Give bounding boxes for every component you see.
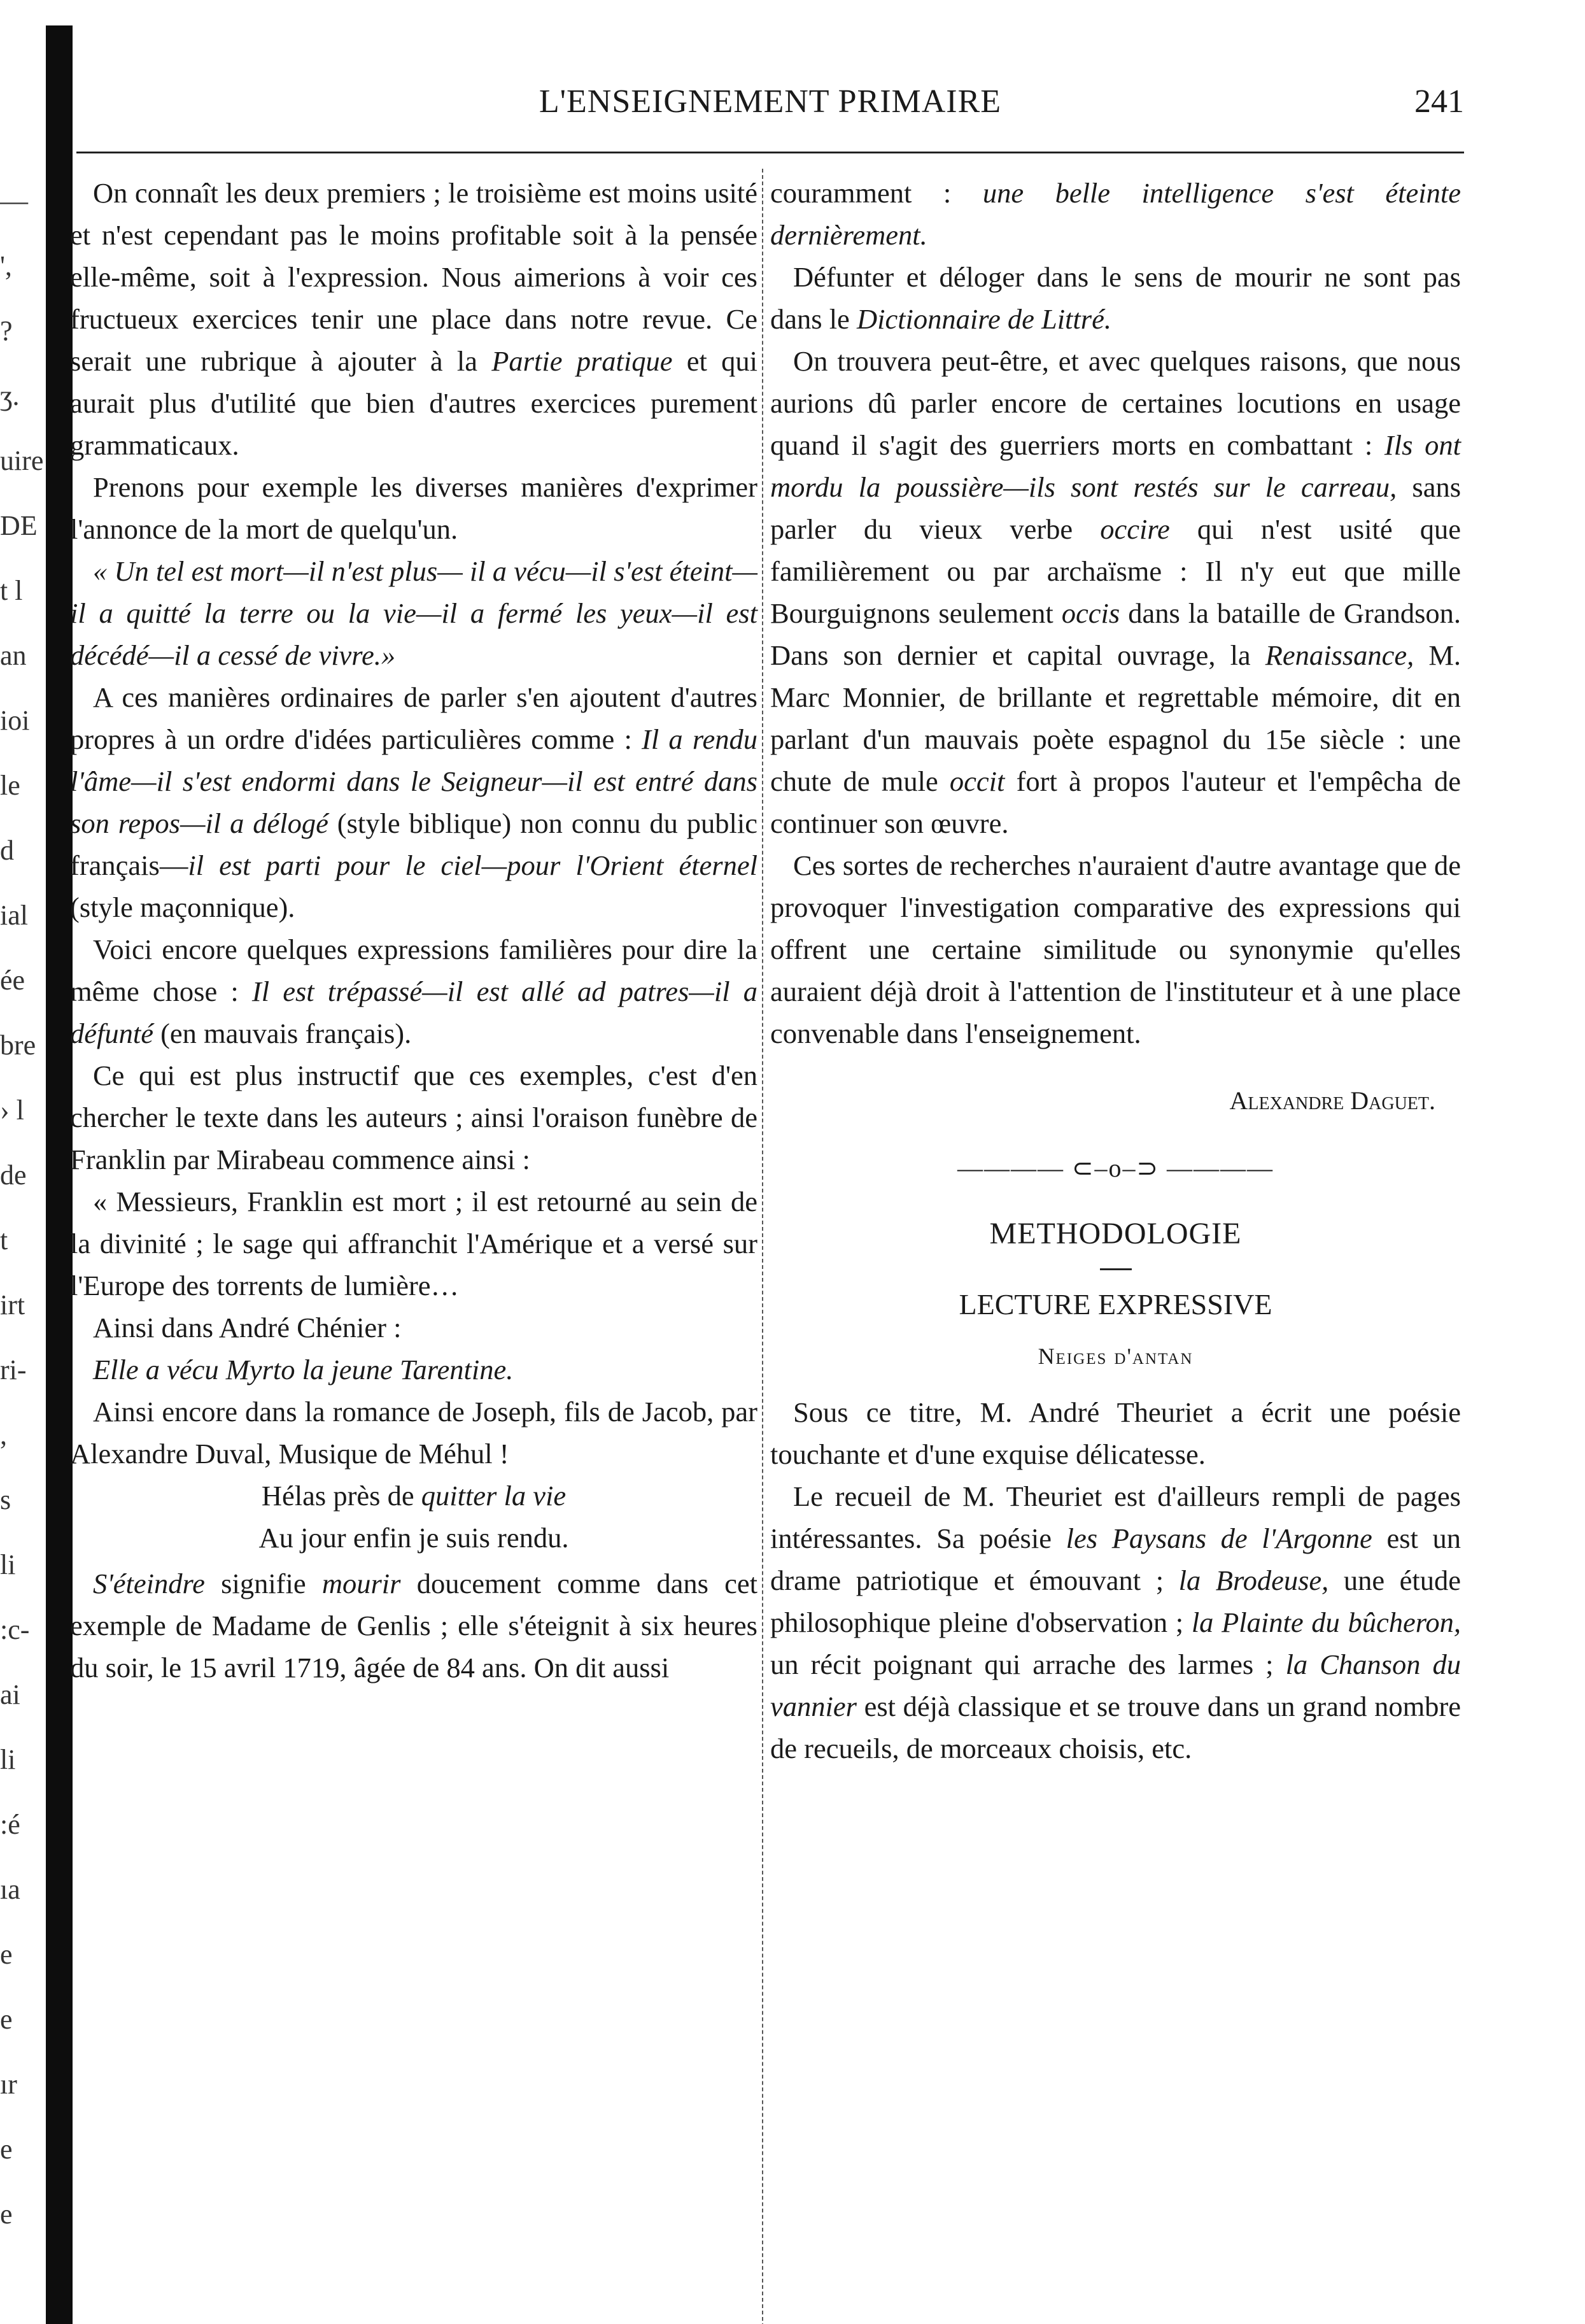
margin-fragment: ', — [0, 250, 12, 281]
paragraph: Prenons pour exemple les diverses manières d'exprimer l'annonce de la mort de quelqu'un. — [70, 471, 757, 545]
page-number: 241 — [1414, 83, 1464, 120]
margin-fragment: ri- — [0, 1354, 27, 1385]
margin-fragment: , — [0, 1419, 7, 1450]
margin-fragment: ioi — [0, 705, 30, 736]
margin-fragment: ai — [0, 1679, 20, 1710]
paragraph: A ces manières ordinaires de parler s'en ajoutent d'autres propres à un ordre d'idées particulières comme : Il a rendu l'âme—il s'est endormi dans le Seigneur—il est entré dans son repos—il a délogé (style biblique) non connu du public français—il est parti pour le ciel—pour l'Orient éternel (style maçonnique). — [70, 681, 757, 923]
margin-fragment: e — [0, 1939, 13, 1970]
paragraph: Voici encore quelques expressions familières pour dire la même chose : Il est trépassé—il est allé ad patres—il a défunté (en mauvais français). — [70, 933, 757, 1049]
paragraph: Ainsi encore dans la romance de Joseph, fils de Jacob, par Alexandre Duval, Musique de Méhul ! — [70, 1396, 757, 1470]
paragraph: S'éteindre signifie mourir doucement comme dans cet exemple de Madame de Genlis ; elle s'éteignit à six heures du soir, le 15 avril 1719, âgée de 84 ans. On dit aussi — [70, 1568, 757, 1683]
margin-fragment: ? — [0, 315, 13, 346]
verse-quotation: Elle a vécu Myrto la jeune Tarentine. — [93, 1354, 514, 1385]
author-signature: Alexandre Daguet. — [1229, 1086, 1435, 1115]
margin-fragment: :é — [0, 1809, 20, 1840]
paragraph: Défunter et déloger dans le sens de mourir ne sont pas dans le Dictionnaire de Littré. — [770, 261, 1461, 335]
margin-fragment: irt — [0, 1289, 25, 1321]
paragraph: Le recueil de M. Theuriet est d'ailleurs rempli de pages intéressantes. Sa poésie les Paysans de l'Argonne est un drame patriotique et émouvant ; la Brodeuse, une étude philosophique pleine d'observation ; la Plainte du bûcheron, un récit poignant qui arrache des larmes ; la Chanson du vannier est déjà classique et se trouve dans un grand nombre de recueils, de morceaux choisis, etc. — [770, 1480, 1462, 1764]
paragraph: Ainsi dans André Chénier : — [93, 1312, 402, 1343]
margin-fragment: › l — [0, 1095, 24, 1126]
margin-fragment: s — [0, 1484, 11, 1515]
paragraph: On trouvera peut-être, et avec quelques raisons, que nous aurions dû parler encore de certaines locutions en usage quand il s'agit des guerriers morts en combattant : Ils ont mordu la poussière—ils sont restés sur le carreau, sans parler du vieux verbe occire qui n'est usité que familièrement ou par archaïsme : Il n'y eut que mille Bourguignons seulement occis dans la bataille de Grandson. Dans son dernier et capital ouvrage, la Renaissance, M. Marc Monnier, de brillante et regrettable mémoire, dit en parlant d'un mauvais poète espagnol du 15e siècle : une chute de mule occit fort à propos l'auteur et l'empêcha de continuer son œuvre. — [770, 345, 1462, 839]
margin-fragment: bre — [0, 1030, 36, 1061]
margin-fragment: uire — [0, 445, 44, 476]
page-header — [76, 83, 1464, 140]
paragraph: Ce qui est plus instructif que ces exemples, c'est d'en chercher le texte dans les auteurs ; ainsi l'oraison funèbre de Franklin par Mirabeau commence ainsi : — [70, 1059, 757, 1175]
quotation: « Un tel est mort—il n'est plus— il a vécu—il s'est éteint— il a quitté la terre ou la vie—il a fermé les yeux—il est décédé—il a cessé de vivre.» — [70, 555, 757, 671]
column-separator — [762, 169, 763, 2324]
paragraph: couramment : une belle intelligence s'est éteinte dernièrement. — [770, 177, 1462, 251]
subsection-title: LECTURE EXPRESSIVE — [959, 1288, 1272, 1321]
right-column — [770, 172, 1461, 1769]
margin-fragment: ée — [0, 965, 25, 996]
margin-fragment: t — [0, 1224, 8, 1256]
margin-fragment: DE — [0, 510, 38, 541]
margin-fragment: e — [0, 2004, 13, 2035]
margin-fragment: e — [0, 2199, 13, 2230]
margin-fragment: — — [0, 185, 28, 216]
paragraph: On connaît les deux premiers ; le troisième est moins usité et n'est cependant pas le moins profitable soit à la pensée elle-même, soit à l'expression. Nous aimerions à voir ces fructueux exercices tenir une place dans notre revue. Ce serait une rubrique à ajouter à la Partie pratique et qui aurait plus d'utilité que bien d'autres exercices purement grammaticaux. — [70, 177, 758, 461]
verse-line: Au jour enfin je suis rendu. — [258, 1522, 569, 1554]
margin-fragment: de — [0, 1159, 27, 1191]
margin-fragment: an — [0, 640, 27, 671]
quotation: « Messieurs, Franklin est mort ; il est retourné au sein de la divinité ; le sage qui affranchit l'Amérique et a versé sur l'Europe des torrents de lumière… — [70, 1186, 757, 1301]
margin-fragment: t l — [0, 575, 23, 606]
margin-fragment: li — [0, 1744, 16, 1775]
margin-fragment: ır — [0, 2069, 17, 2100]
margin-fragment: li — [0, 1549, 16, 1580]
margin-fragment: ial — [0, 900, 28, 931]
margin-fragment: d — [0, 835, 14, 866]
left-column — [70, 172, 757, 1689]
margin-fragment: e — [0, 2134, 13, 2165]
margin-fragment: le — [0, 770, 20, 801]
margin-fragment: ıa — [0, 1874, 20, 1905]
section-ornament: ———— ⊂–o–⊃ ———— — [957, 1154, 1274, 1182]
title-rule — [1100, 1268, 1132, 1270]
header-rule — [76, 152, 1464, 153]
subsubsection-title: Neiges d'antan — [1038, 1343, 1194, 1369]
paragraph: Sous ce titre, M. André Theuriet a écrit une poésie touchante et d'une exquise délicatesse. — [770, 1396, 1461, 1470]
book-binding-shadow — [46, 25, 73, 2324]
song-verse — [70, 1475, 757, 1559]
running-title: L'ENSEIGNEMENT PRIMAIRE — [539, 83, 1002, 120]
section-title: METHODOLOGIE — [989, 1217, 1242, 1251]
paragraph: Ces sortes de recherches n'auraient d'autre avantage que de provoquer l'investigation comparative des expressions qui offrent une certaine similitude ou synonymie qu'elles auraient déjà droit à l'attention de l'instituteur et à une place convenable dans l'enseignement. — [770, 849, 1461, 1049]
margin-fragment: ʒ. — [0, 380, 20, 411]
verse-line: Hélas près de quitter la vie — [261, 1480, 567, 1512]
margin-fragment: :c- — [0, 1614, 30, 1645]
